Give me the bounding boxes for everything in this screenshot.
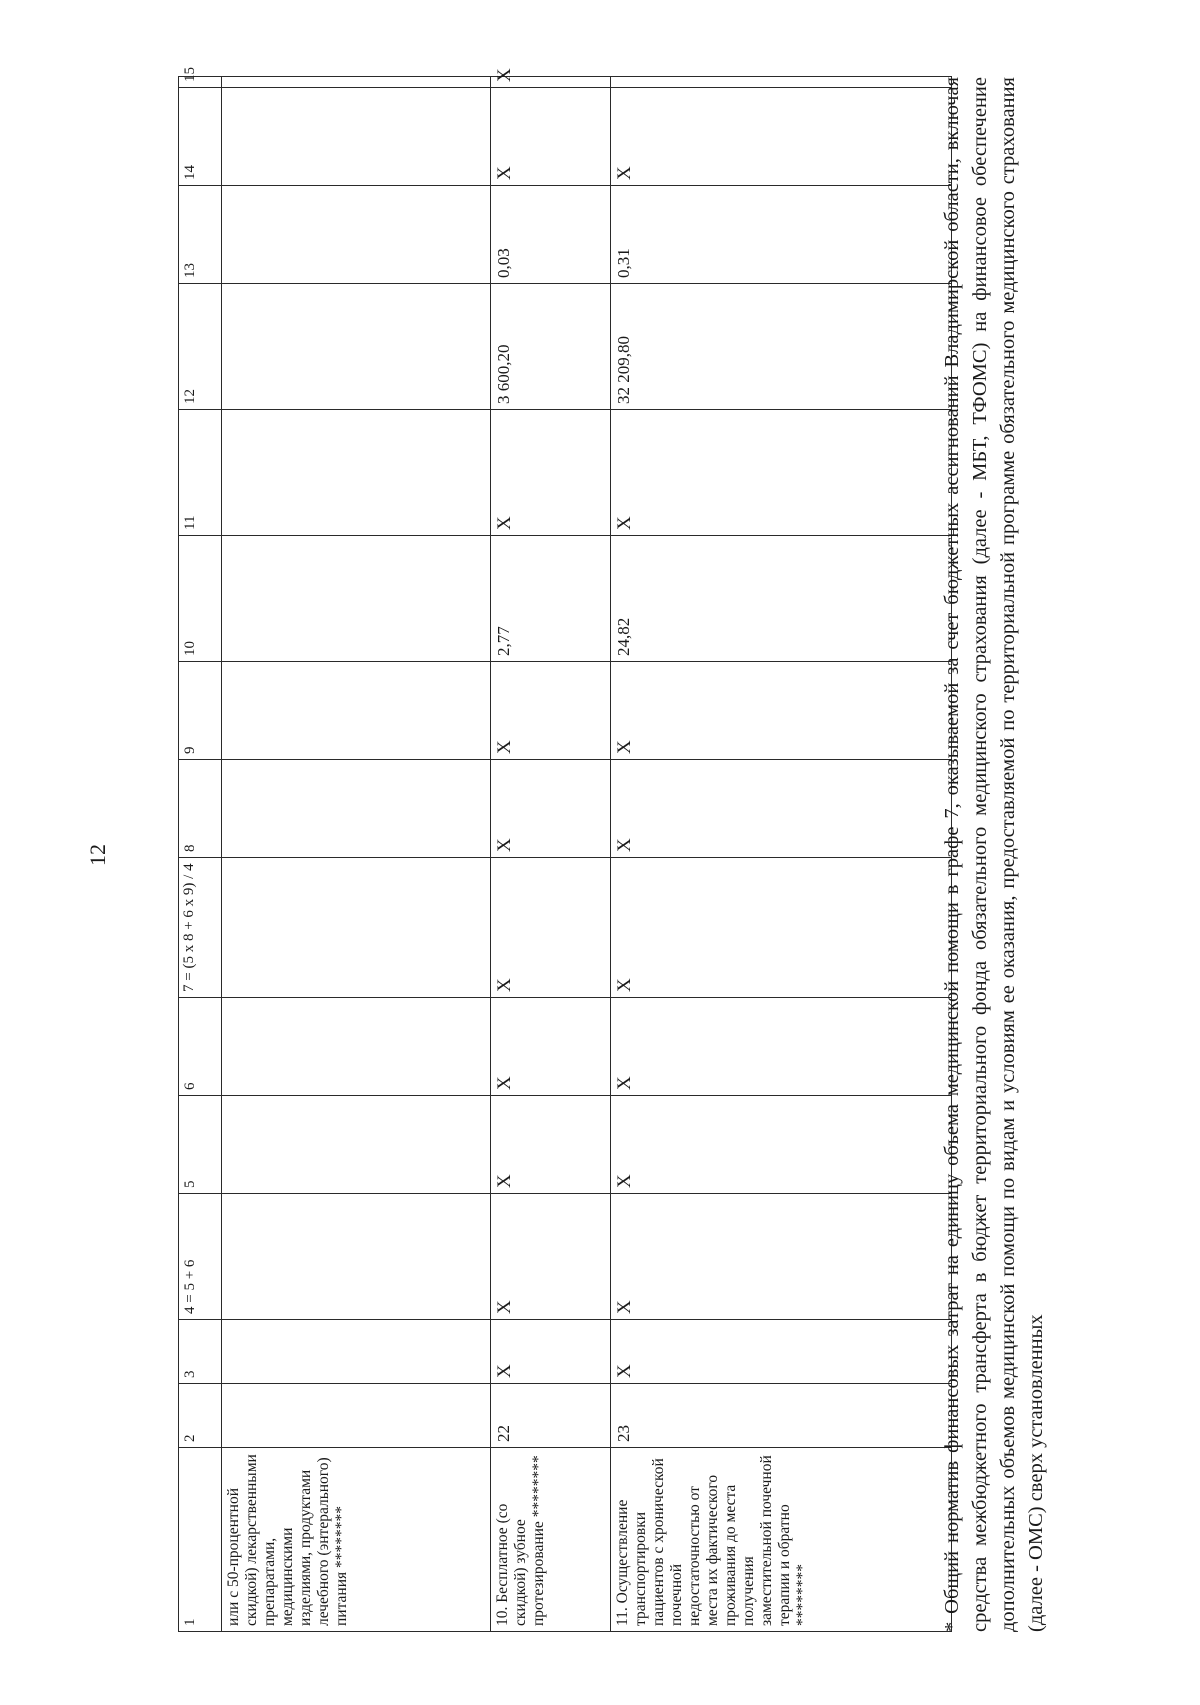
table-cell: X: [491, 998, 611, 1096]
table-cell: [222, 662, 491, 760]
table-cell: 23: [611, 1384, 952, 1448]
financing-table: [178, 67, 952, 1632]
column-header: 4 = 5 + 6: [179, 1194, 222, 1320]
table-cell: [222, 284, 491, 410]
column-header: 14: [179, 88, 222, 186]
table-row: [222, 77, 491, 1632]
table-cell: [222, 410, 491, 536]
table-header-row: [179, 77, 222, 1632]
column-header: 2: [179, 1384, 222, 1448]
column-header: 11: [179, 410, 222, 536]
table-cell: X: [491, 1096, 611, 1194]
column-header: 1: [179, 1448, 222, 1632]
footnote: * Общий норматив финансовых затрат на единицу объема медицинской помощи в графе 7, оказываемой за счет бюджетных ассигнований Владимирской области, включая средства межбюджетного трансферта в бюджет территориального фонда обязательного медицинского страхования (далее - МБТ, ТФОМС) на финансовое обеспечение дополнительных объемов медицинской помощи по видам и условиям ее оказания, предоставляемой по территориальной программе обязательного медицинского страхования (далее - ОМС) сверх установленных: [941, 77, 1047, 1632]
table-cell: X: [491, 1320, 611, 1384]
column-header: 12: [179, 284, 222, 410]
table-cell: 32 209,80: [611, 284, 952, 410]
table-cell: X: [491, 760, 611, 858]
rotated-page-content: [178, 67, 1047, 1632]
table-cell: X: [611, 998, 952, 1096]
column-header: 10: [179, 536, 222, 662]
column-header: 7 = (5 x 8 + 6 x 9) / 4: [179, 858, 222, 998]
table-cell: 24,82: [611, 536, 952, 662]
table-cell: X: [611, 410, 952, 536]
row-label: или с 50-процентной скидкой) лекарственными препаратами, медицинскими изделиями, продуктами лечебного (энтерального) питания ********: [222, 1448, 491, 1632]
table-cell: X: [491, 1194, 611, 1320]
table-cell: [222, 858, 491, 998]
table-cell: [222, 1096, 491, 1194]
table-cell: X: [491, 410, 611, 536]
row-label: 10. Бесплатное (со скидкой) зубное протезирование ********: [491, 1448, 611, 1632]
table-cell: 22: [491, 1384, 611, 1448]
column-header: 5: [179, 1096, 222, 1194]
table-cell: [222, 760, 491, 858]
table-cell: X: [491, 77, 611, 88]
table-cell: X: [611, 1194, 952, 1320]
table-cell: [222, 77, 491, 88]
table-cell: [222, 186, 491, 284]
table-cell: X: [611, 858, 952, 998]
table-cell: X: [491, 858, 611, 998]
table-cell: 3 600,20: [491, 284, 611, 410]
table-cell: [222, 88, 491, 186]
column-header: 3: [179, 1320, 222, 1384]
column-header: 6: [179, 998, 222, 1096]
table-cell: [222, 1384, 491, 1448]
column-header: 15: [179, 77, 222, 88]
table-row: [611, 77, 952, 1632]
table-cell: X: [491, 662, 611, 760]
table-cell: X: [611, 1096, 952, 1194]
table-cell: X: [611, 1320, 952, 1384]
table-cell: [222, 1194, 491, 1320]
table-cell: X: [611, 88, 952, 186]
table-row: [491, 77, 611, 1632]
table-cell: X: [491, 88, 611, 186]
table-cell: X: [611, 662, 952, 760]
table-cell: 2,77: [491, 536, 611, 662]
row-label: 11. Осуществление транспортировки пациентов с хронической почечной недостаточностью от места их фактического проживания до места получения заместительной почечной терапии и обратно ********: [611, 1448, 952, 1632]
column-header: 9: [179, 662, 222, 760]
column-header: 8: [179, 760, 222, 858]
column-header: 13: [179, 186, 222, 284]
table-cell: [611, 77, 952, 88]
table-cell: [222, 1320, 491, 1384]
table-cell: [222, 998, 491, 1096]
table-cell: 0,31: [611, 186, 952, 284]
page-number: 12: [85, 844, 110, 866]
table-cell: X: [611, 760, 952, 858]
table-cell: [222, 536, 491, 662]
table-cell: 0,03: [491, 186, 611, 284]
